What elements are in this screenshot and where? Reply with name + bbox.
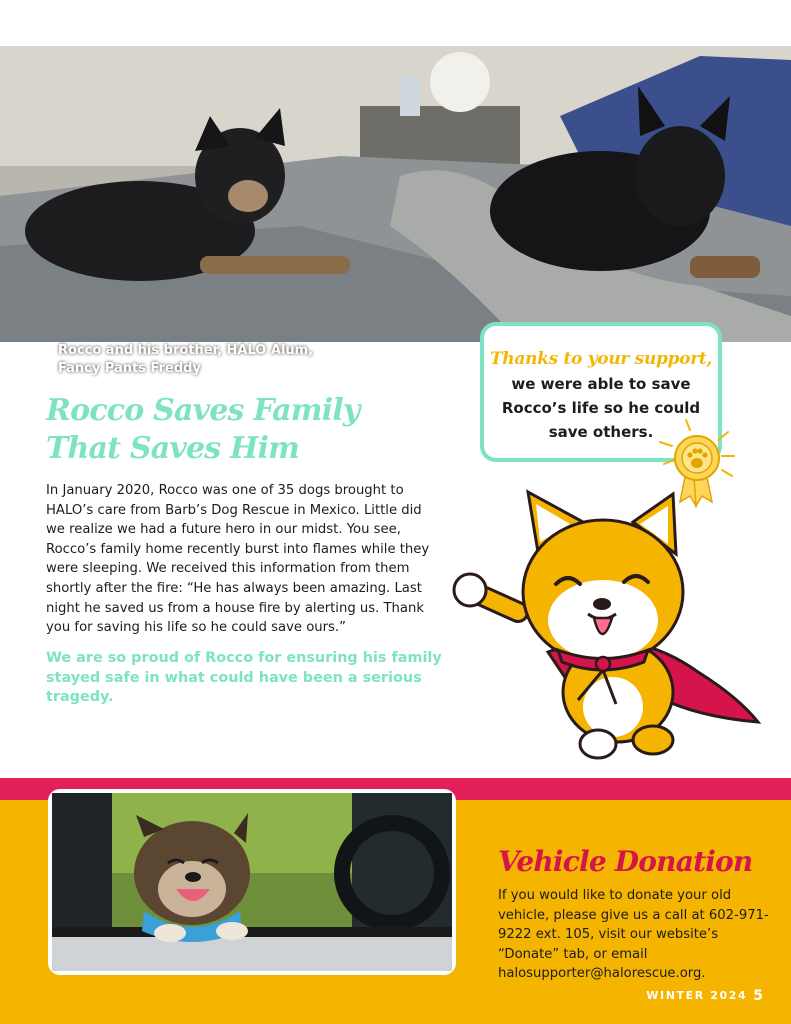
vehicle-donation-title: Vehicle Donation [498,845,753,878]
callout-heading: Thanks to your support, [489,349,713,369]
hero-caption: Rocco and his brother, HALO Alum, Fancy Pants Freddy [58,343,314,376]
article-title: Rocco Saves Family That Saves Him [46,393,360,466]
callout-body: we were able to save Rocco’s life so he could save others. [501,375,701,441]
article-body: In January 2020, Rocco was one of 35 dogs brought to HALO’s care from Barb’s Dog Rescue in Mexico. Little did we realize we had a future hero in our midst. You see, Rocco’s family home recently burst into flames while they were sleeping. We received this information from them shortly after the fire: “He has always been amazing. Last night he saved us from a house fire by alerting us. Thank you for saving his life so he could save ours.” [46,483,430,636]
page-footer [646,988,763,1004]
hero-photo-art [0,46,791,342]
superhero-dog-illustration [448,482,768,776]
page-number: 5 [753,988,763,1004]
vehicle-donation-body: If you would like to donate your old vehicle, please give us a call at 602-971-9222 ext. 105, visit our website’s “Donate” tab, or email halosupporter@halorescue.org. [498,888,769,982]
dog-in-car-art [52,793,452,971]
issue-label: WINTER 2024 [646,989,748,1002]
article-highlight: We are so proud of Rocco for ensuring his family stayed safe in what could have been a serious tragedy. [46,650,442,706]
dog-in-car-photo [48,789,456,975]
